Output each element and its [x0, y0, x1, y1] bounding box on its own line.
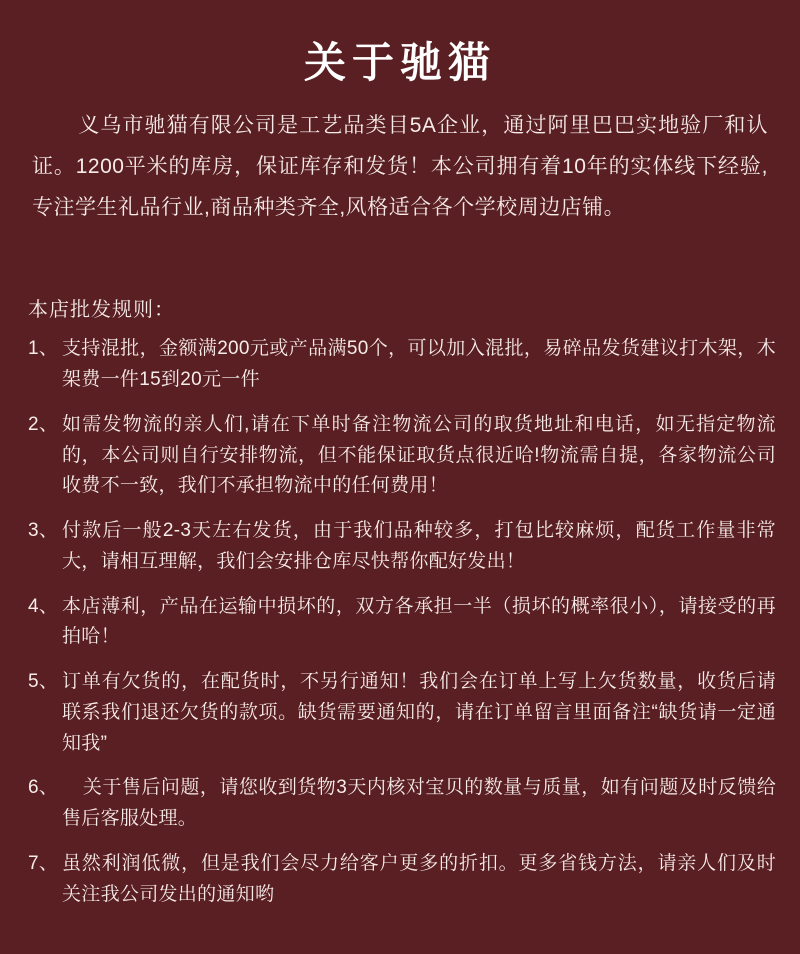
rule-text: 如需发物流的亲人们,请在下单时备注物流公司的取货地址和电话，如无指定物流的，本公司则自行安排物流，但不能保证取货点很近哈!物流需自提，各家物流公司收费不一致，我们不承担物流中的任何费用！ [62, 413, 776, 497]
rule-number: 7、 [28, 852, 59, 874]
wholesale-rules-heading: 本店批发规则： [28, 299, 175, 322]
rule-text: 支持混批，金额满200元或产品满50个，可以加入混批，易碎品发货建议打木架，木架费一件15到20元一件 [62, 338, 776, 390]
rule-number: 6、 [28, 777, 59, 799]
rule-text: 关于售后问题，请您收到货物3天内核对宝贝的数量与质量，如有问题及时反馈给售后客服处理。 [62, 777, 776, 830]
list-item [28, 667, 776, 759]
rule-number: 4、 [28, 595, 59, 617]
company-intro-paragraph: 义乌市驰猫有限公司是工艺品类目5A企业，通过阿里巴巴实地验厂和认证。1200平米的库房，保证库存和发货！本公司拥有着10年的实体线下经验,专注学生礼品行业,商品种类齐全,风格适合各个学校周边店铺。 [32, 114, 768, 220]
rule-text: 订单有欠货的，在配货时，不另行通知！我们会在订单上写上欠货数量，收货后请联系我们退还欠货的款项。缺货需要通知的，请在订单留言里面备注“缺货请一定通知我” [62, 671, 776, 754]
wholesale-rules-list [24, 334, 776, 910]
list-item [28, 410, 776, 502]
rule-number: 1、 [28, 338, 59, 360]
list-item [28, 773, 776, 835]
rule-number: 2、 [28, 413, 59, 435]
rule-text: 虽然利润低微，但是我们会尽力给客户更多的折扣。更多省钱方法，请亲人们及时关注我公司发出的通知哟 [62, 852, 776, 905]
page-title: 关于驰猫 [303, 39, 496, 86]
rule-number: 3、 [28, 520, 59, 542]
list-item [28, 334, 776, 396]
list-item [28, 516, 776, 578]
list-item [28, 849, 776, 911]
list-item [28, 592, 776, 654]
rule-text: 付款后一般2-3天左右发货，由于我们品种较多，打包比较麻烦，配货工作量非常大，请相互理解，我们会安排仓库尽快帮你配好发出！ [62, 520, 776, 572]
rule-text: 本店薄利，产品在运输中损坏的，双方各承担一半（损坏的概率很小），请接受的再拍哈！ [62, 595, 776, 648]
rule-number: 5、 [28, 671, 59, 693]
